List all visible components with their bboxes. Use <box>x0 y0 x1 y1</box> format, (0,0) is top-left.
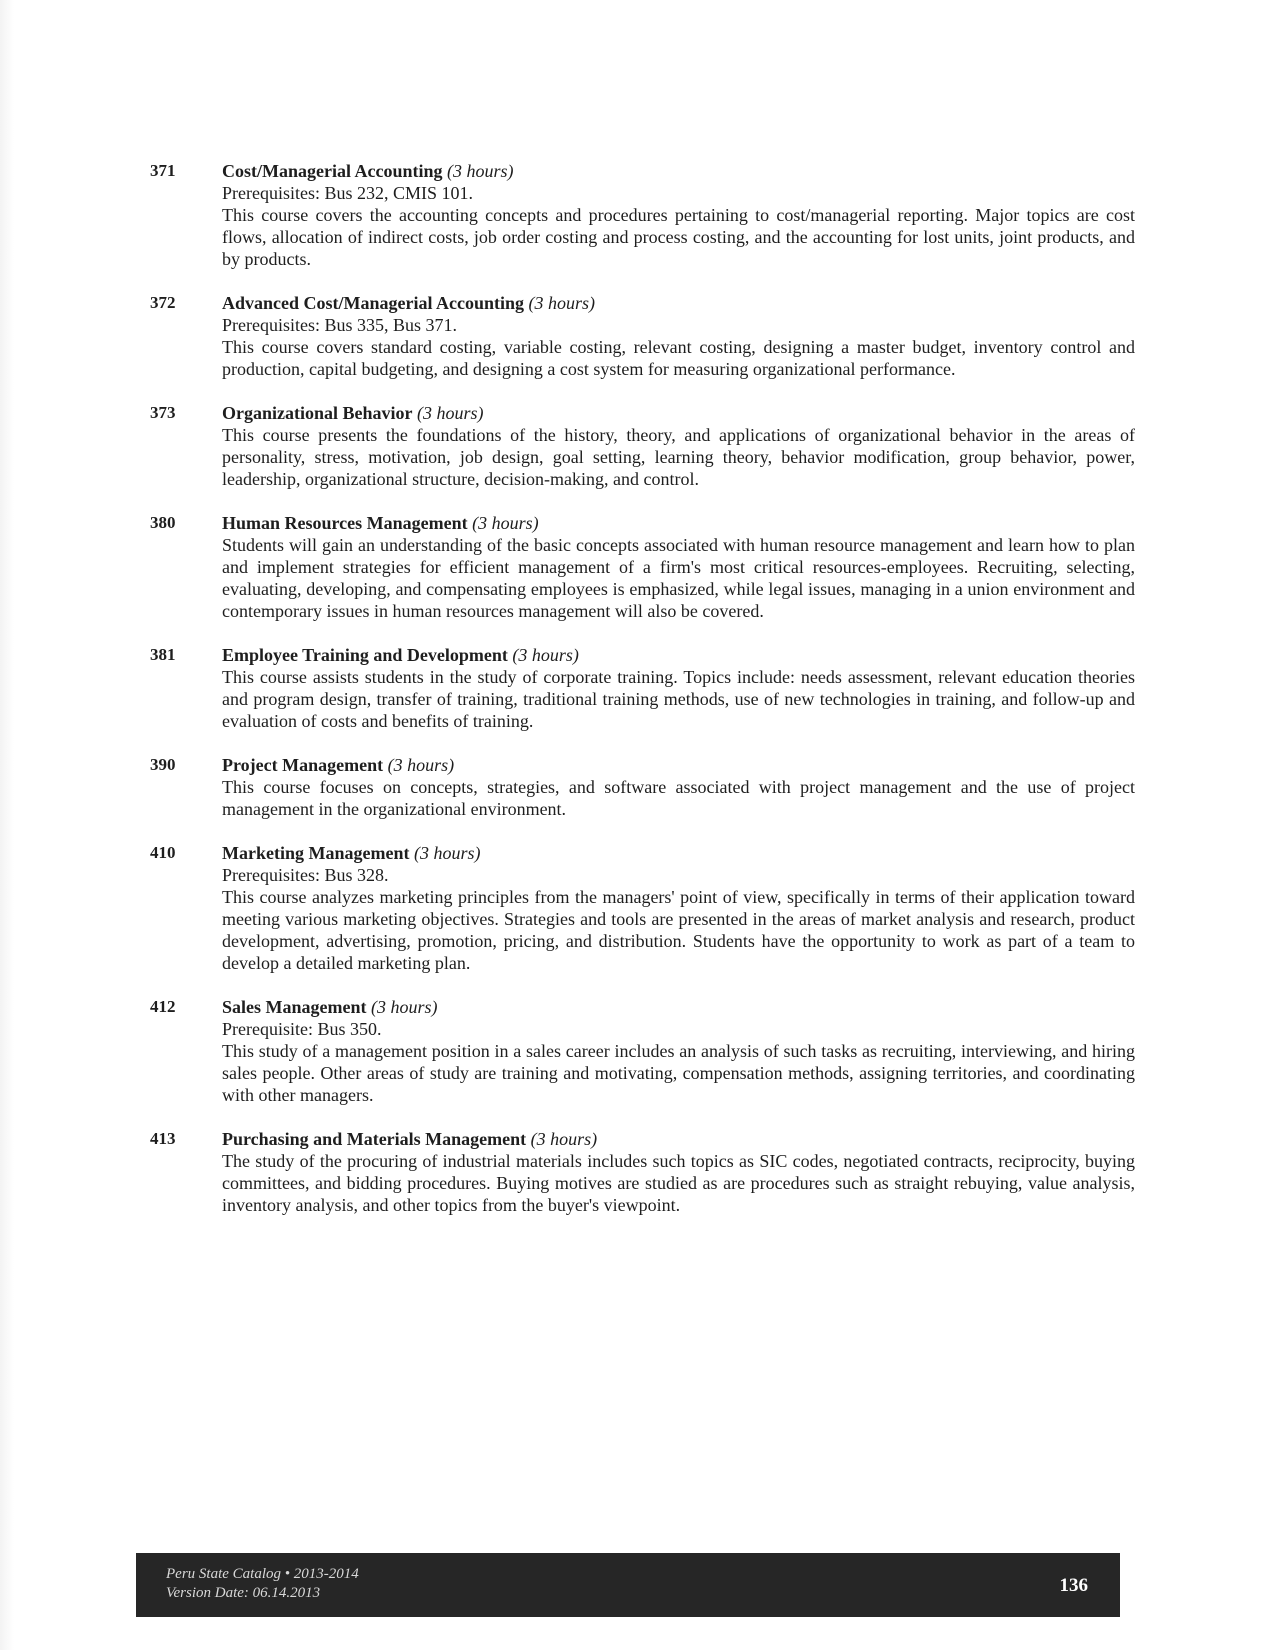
course-prerequisites: Prerequisite: Bus 350. <box>222 1019 382 1039</box>
course-body <box>222 996 1135 1106</box>
course-description: This study of a management position in a sales career includes an analysis of such tasks as recruiting, interviewing, and hiring sales people. Other areas of study are training and motivating, compensation methods, assigning territories, and coordinating with other managers. <box>222 1041 1135 1105</box>
course-hours: (3 hours) <box>512 645 579 665</box>
course-title: Sales Management <box>222 997 367 1017</box>
course-heading <box>222 1128 1135 1150</box>
course-title: Purchasing and Materials Management <box>222 1129 527 1149</box>
course-prerequisites: Prerequisites: Bus 335, Bus 371. <box>222 315 458 335</box>
course-body <box>222 292 1135 380</box>
course-entry <box>150 1128 1135 1216</box>
course-number: 373 <box>150 403 176 422</box>
page-edge-shadow <box>0 0 14 1650</box>
course-heading <box>222 402 1135 424</box>
course-title: Project Management <box>222 755 384 775</box>
course-hours: (3 hours) <box>417 403 484 423</box>
course-body <box>222 754 1135 820</box>
course-hours: (3 hours) <box>530 1129 598 1149</box>
course-entry <box>150 512 1135 622</box>
course-hours: (3 hours) <box>413 843 481 863</box>
course-title: Advanced Cost/Managerial Accounting <box>222 293 525 313</box>
course-prerequisites: Prerequisites: Bus 232, CMIS 101. <box>222 183 474 203</box>
footer-catalog-title: Peru State Catalog • 2013-2014 <box>166 1566 359 1582</box>
course-heading <box>222 512 1135 534</box>
page-number: 136 <box>1059 1575 1088 1596</box>
course-title: Marketing Management <box>222 843 410 863</box>
course-body <box>222 644 1135 732</box>
footer-version-date: Version Date: 06.14.2013 <box>166 1585 321 1601</box>
course-entry <box>150 996 1135 1106</box>
course-heading <box>222 160 1135 182</box>
course-description: This course covers standard costing, variable costing, relevant costing, designing a master budget, inventory control and production, capital budgeting, and designing a cost system for measuring organizational performance. <box>222 337 1135 379</box>
page-footer <box>136 1553 1120 1617</box>
course-description: The study of the procuring of industrial materials includes such topics as SIC codes, negotiated contracts, reciprocity, buying committees, and bidding procedures. Buying motives are studied as are procedures such as straight rebuying, value analysis, inventory analysis, and other topics from the buyer's viewpoint. <box>222 1151 1135 1215</box>
course-number: 412 <box>150 997 176 1016</box>
course-description: Students will gain an understanding of the basic concepts associated with human resource management and learn how to plan and implement strategies for efficient management of a firm's most critical resources-employees. Recruiting, selecting, evaluating, developing, and compensating employees is emphasized, while legal issues, managing in a union environment and contemporary issues in human resources management will also be covered. <box>222 535 1135 621</box>
course-number: 390 <box>150 755 176 774</box>
course-number: 410 <box>150 843 176 862</box>
course-title: Employee Training and Development <box>222 645 508 665</box>
course-body <box>222 160 1135 270</box>
course-heading <box>222 754 1135 776</box>
course-prerequisites: Prerequisites: Bus 328. <box>222 865 389 885</box>
course-number: 380 <box>150 513 176 532</box>
course-body <box>222 512 1135 622</box>
course-body <box>222 842 1135 974</box>
course-entry <box>150 160 1135 270</box>
course-title: Cost/Managerial Accounting <box>222 161 443 181</box>
course-entry <box>150 644 1135 732</box>
course-heading <box>222 292 1135 314</box>
course-number: 413 <box>150 1129 176 1148</box>
course-heading <box>222 842 1135 864</box>
course-description: This course focuses on concepts, strategies, and software associated with project management and the use of project management in the organizational environment. <box>222 777 1135 819</box>
course-hours: (3 hours) <box>370 997 438 1017</box>
course-entry <box>150 292 1135 380</box>
course-description: This course analyzes marketing principles from the managers' point of view, specifically in terms of their application toward meeting various marketing objectives. Strategies and tools are presented in the areas of market analysis and research, product development, advertising, promotion, pricing, and distribution. Students have the opportunity to work as part of a team to develop a detailed marketing plan. <box>222 887 1135 973</box>
course-title: Organizational Behavior <box>222 403 413 423</box>
course-entry <box>150 754 1135 820</box>
course-list <box>150 160 1135 1238</box>
course-body <box>222 402 1135 490</box>
course-title: Human Resources Management <box>222 513 468 533</box>
course-heading <box>222 996 1135 1018</box>
course-hours: (3 hours) <box>472 513 539 533</box>
course-number: 371 <box>150 161 176 180</box>
course-description: This course assists students in the study of corporate training. Topics include: needs assessment, relevant education theories and program design, transfer of training, traditional training methods, use of new technologies in training, and follow-up and evaluation of costs and benefits of training. <box>222 667 1135 731</box>
course-number: 372 <box>150 293 176 312</box>
course-entry <box>150 402 1135 490</box>
course-description: This course covers the accounting concepts and procedures pertaining to cost/managerial reporting. Major topics are cost flows, allocation of indirect costs, job order costing and process costing, and the accounting for lost units, joint products, and by products. <box>222 205 1135 269</box>
course-entry <box>150 842 1135 974</box>
course-hours: (3 hours) <box>387 755 455 775</box>
course-body <box>222 1128 1135 1216</box>
course-hours: (3 hours) <box>528 293 596 313</box>
course-number: 381 <box>150 645 176 664</box>
course-description: This course presents the foundations of the history, theory, and applications of organizational behavior in the areas of personality, stress, motivation, job design, goal setting, learning theory, behavior modification, group behavior, power, leadership, organizational structure, decision-making, and control. <box>222 425 1135 489</box>
course-hours: (3 hours) <box>447 161 514 181</box>
course-heading <box>222 644 1135 666</box>
